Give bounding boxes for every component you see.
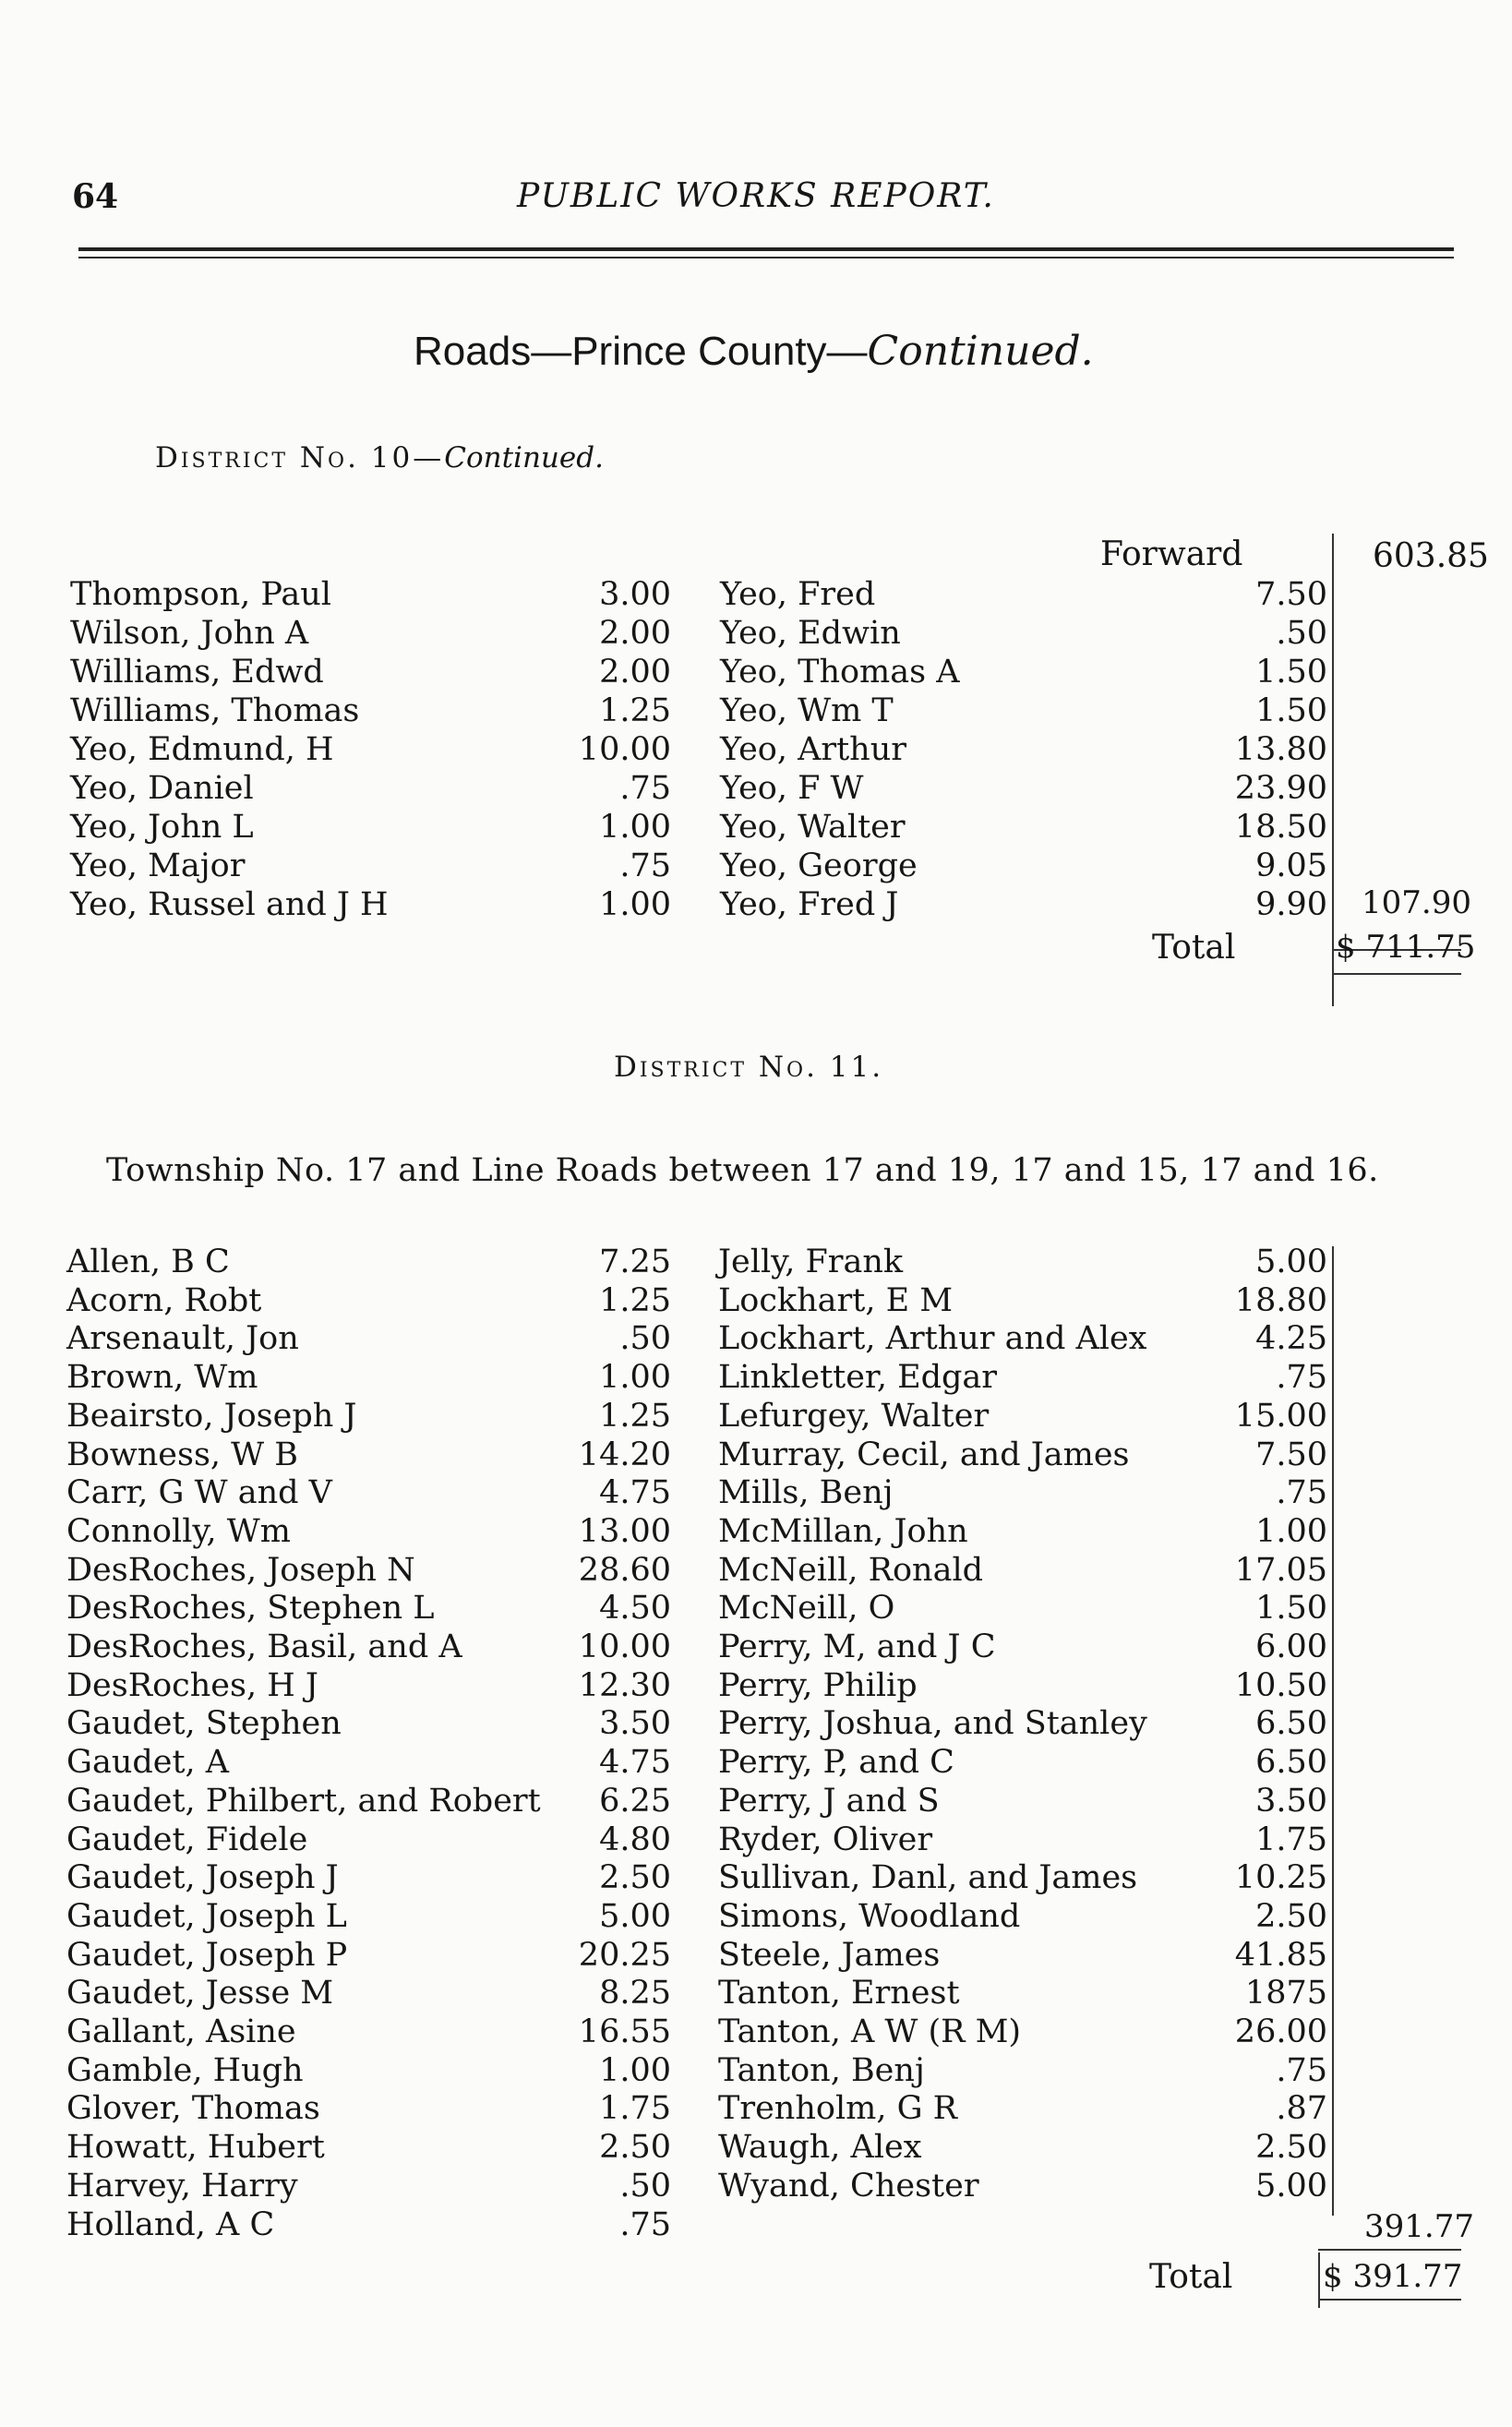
district-11-right-entry-name: Jelly, Frank — [718, 1244, 904, 1280]
district-11-right-entry-amount: .75 — [1276, 1474, 1327, 1512]
district-11-right-entry-name: Lockhart, Arthur and Alex — [718, 1320, 1147, 1358]
district-11-right-entry-name: Steele, James — [718, 1936, 941, 1974]
district-10-right-entry-name: Yeo, Walter — [720, 809, 906, 846]
district-11-left-entry-name: Gaudet, Joseph L — [66, 1897, 347, 1935]
district-10-right-entry-name: Yeo, George — [720, 847, 918, 884]
district-11-column-rule — [1332, 1246, 1334, 2216]
district-10-left-entry-name: Yeo, John L — [70, 809, 254, 846]
header-rule-bottom — [78, 257, 1454, 258]
district-11-left-entry-amount: 3.50 — [599, 1705, 671, 1743]
header-rule-top — [78, 247, 1454, 251]
district-10-right-entry-amount: 7.50 — [1255, 576, 1327, 613]
district-11-right-entry-amount: 3.50 — [1255, 1782, 1327, 1820]
district-11-right-entry-amount: 5.00 — [1255, 2167, 1327, 2205]
district-10-right-entry-name: Yeo, F W — [720, 770, 864, 807]
district-11-left-entry-name: DesRoches, H J — [66, 1666, 318, 1704]
district-10-right-entry-amount: 1.50 — [1255, 692, 1327, 729]
district-11-right-entry-amount: 5.00 — [1255, 1244, 1327, 1280]
district-10-left-entry-name: Williams, Edwd — [70, 654, 324, 691]
district-11-right-entry-name: Perry, J and S — [718, 1782, 940, 1820]
district-11-right-entry-amount: 26.00 — [1234, 2013, 1327, 2050]
district-11-right-entry-name: McMillan, John — [718, 1512, 968, 1550]
district-11-left-entry-amount: 1.00 — [599, 2051, 671, 2089]
district-10-left-entry-amount: 3.00 — [599, 576, 671, 613]
district-10-total-rule — [1332, 973, 1461, 975]
district-10-right-entry-name: Yeo, Fred J — [720, 886, 899, 923]
district-11-right-entry-amount: 1.75 — [1255, 1820, 1327, 1858]
district-11-right-entry-amount: 18.80 — [1234, 1281, 1327, 1319]
title-main: Roads—Prince County— — [414, 329, 868, 374]
district-11-right-entry-amount: .75 — [1276, 1359, 1327, 1397]
district-10-left-entry-name: Thompson, Paul — [70, 576, 331, 613]
district-10-left-entry-name: Yeo, Major — [70, 847, 246, 884]
district-11-left-entry-amount: 12.30 — [578, 1666, 671, 1704]
district-11-right-entry-name: Trenholm, G R — [718, 2090, 958, 2128]
district-11-left-entry-name: Arsenault, Jon — [66, 1320, 299, 1358]
running-title: PUBLIC WORKS REPORT. — [517, 177, 995, 215]
district-11-left-entry-amount: 1.25 — [599, 1397, 671, 1435]
district-11-right-entry-name: Mills, Benj — [718, 1474, 894, 1512]
district-11-left-entry-amount: 4.75 — [599, 1744, 671, 1782]
district-10-left-entry-amount: 1.00 — [599, 809, 671, 846]
district-11-right-entry-name: Waugh, Alex — [718, 2129, 922, 2167]
district-11-left-entry-name: Gaudet, Joseph J — [66, 1859, 339, 1897]
district-11-right-entry-amount: 6.50 — [1255, 1705, 1327, 1743]
district-11-right-entry-amount: 6.50 — [1255, 1744, 1327, 1782]
district-11-left-entry-name: Harvey, Harry — [66, 2167, 298, 2205]
district-11-right-entry-name: Linkletter, Edgar — [718, 1359, 998, 1397]
district-11-right-entry-name: Tanton, Ernest — [718, 1975, 960, 2012]
district-11-right-entry-name: Lefurgey, Walter — [718, 1397, 990, 1435]
district-10-left-entry-name: Williams, Thomas — [70, 692, 360, 729]
district-11-right-entry-name: Perry, Philip — [718, 1666, 918, 1704]
district-11-left-entry-name: Connolly, Wm — [66, 1512, 291, 1550]
district-10-left-entry-amount: 2.00 — [599, 615, 671, 652]
district-11-right-entry-amount: 10.50 — [1234, 1666, 1327, 1704]
district-11-left-entry-amount: 7.25 — [599, 1244, 671, 1280]
district-10-right-entry-name: Yeo, Edwin — [720, 615, 901, 652]
district-11-left-entry-amount: 4.50 — [599, 1590, 671, 1628]
district-11-right-entry-amount: 1.00 — [1255, 1512, 1327, 1550]
district-11-right-entry-name: Simons, Woodland — [718, 1897, 1021, 1935]
district-11-right-entry-amount: 10.25 — [1234, 1859, 1327, 1897]
district-10-right-entry-name: Yeo, Wm T — [720, 692, 894, 729]
district-11-total: $ 391.77 — [1323, 2258, 1463, 2295]
district-10-left-entry-name: Yeo, Russel and J H — [70, 886, 389, 923]
district-10-total: $ 711.75 — [1336, 929, 1476, 966]
district-11-left-entry-amount: 2.50 — [599, 2129, 671, 2167]
district-11-left-entry-name: Bowness, W B — [66, 1436, 298, 1473]
district-11-total-label: Total — [1149, 2258, 1233, 2296]
district-10-left-entry-name: Wilson, John A — [70, 615, 309, 652]
district-11-left-entry-amount: 13.00 — [578, 1512, 671, 1550]
district-10-right-entry-amount: 13.80 — [1234, 731, 1327, 768]
district-10-right-entry-amount: 18.50 — [1234, 809, 1327, 846]
district-11-left-entry-name: DesRoches, Joseph N — [66, 1551, 415, 1589]
district-11-left-entry-amount: 8.25 — [599, 1975, 671, 2012]
district-10-column-rule — [1332, 534, 1334, 1006]
district-10-left-entry-amount: .75 — [619, 847, 671, 884]
district-11-right-entry-name: McNeill, O — [718, 1590, 895, 1628]
district-11-heading: District No. 11. — [614, 1051, 884, 1084]
district-11-left-entry-name: DesRoches, Basil, and A — [66, 1628, 462, 1665]
district-11-left-entry-amount: 4.75 — [599, 1474, 671, 1512]
district-11-right-entry-name: Wyand, Chester — [718, 2167, 979, 2205]
district-10-left-entry-amount: .75 — [619, 770, 671, 807]
district-10-right-entry-amount: 9.90 — [1255, 886, 1327, 923]
district-11-left-entry-amount: .75 — [619, 2205, 671, 2243]
district-10-left-entry-amount: 10.00 — [578, 731, 671, 768]
district-10-left-entry-name: Yeo, Edmund, H — [70, 731, 334, 768]
district-11-left-entry-amount: 1.25 — [599, 1281, 671, 1319]
district-11-right-entry-amount: 4.25 — [1255, 1320, 1327, 1358]
district-10-heading — [155, 441, 604, 475]
district-11-subheading: Township No. 17 and Line Roads between 17 and 19, 17 and 15, 17 and 16. — [106, 1152, 1379, 1189]
district-11-right-entry-name: Murray, Cecil, and James — [718, 1436, 1130, 1473]
district-11-right-entry-amount: 7.50 — [1255, 1436, 1327, 1473]
district-11-left-entry-name: Acorn, Robt — [66, 1281, 262, 1319]
district-11-left-entry-name: Holland, A C — [66, 2205, 275, 2243]
district-11-left-entry-name: Beairsto, Joseph J — [66, 1397, 357, 1435]
district-11-right-entry-amount: 6.00 — [1255, 1628, 1327, 1665]
forward-amount: 603.85 — [1373, 537, 1489, 575]
district-10-right-entry-amount: 9.05 — [1255, 847, 1327, 884]
district-11-right-entry-amount: 41.85 — [1234, 1936, 1327, 1974]
district-11-right-entry-name: Sullivan, Danl, and James — [718, 1859, 1138, 1897]
district-10-left-entry-amount: 2.00 — [599, 654, 671, 691]
district-11-left-entry-name: Gaudet, Jesse M — [66, 1975, 334, 2012]
page-number: 64 — [72, 177, 119, 216]
district-11-left-entry-name: Howatt, Hubert — [66, 2129, 325, 2167]
district-11-left-entry-name: Brown, Wm — [66, 1359, 258, 1397]
district-10-heading-continued: Continued. — [444, 441, 604, 475]
district-11-right-entry-name: Tanton, A W (R M) — [718, 2013, 1022, 2050]
district-11-right-entry-amount: 2.50 — [1255, 1897, 1327, 1935]
district-11-left-entry-amount: .50 — [619, 1320, 671, 1358]
page-title — [414, 328, 1094, 375]
district-11-right-entry-amount: .87 — [1276, 2090, 1327, 2128]
district-11-left-entry-name: DesRoches, Stephen L — [66, 1590, 435, 1628]
district-11-left-entry-name: Gaudet, Stephen — [66, 1705, 342, 1743]
district-10-left-entry-amount: 1.00 — [599, 886, 671, 923]
district-11-right-entry-name: Ryder, Oliver — [718, 1820, 933, 1858]
district-11-right-entry-name: Lockhart, E M — [718, 1281, 954, 1319]
district-11-left-entry-amount: 5.00 — [599, 1897, 671, 1935]
district-10-right-entry-amount: .50 — [1276, 615, 1327, 652]
district-10-total-label: Total — [1152, 929, 1236, 967]
district-11-left-entry-amount: 16.55 — [578, 2013, 671, 2050]
district-10-right-entry-name: Yeo, Fred — [720, 576, 876, 613]
district-10-heading-text: District No. 10— — [155, 441, 445, 475]
district-11-total-rule — [1318, 2299, 1461, 2301]
district-11-left-entry-amount: 6.25 — [599, 1782, 671, 1820]
district-10-right-entry-amount: 1.50 — [1255, 654, 1327, 691]
district-10-left-entry-name: Yeo, Daniel — [70, 770, 254, 807]
district-11-left-entry-amount: 4.80 — [599, 1820, 671, 1858]
district-10-subtotal: 107.90 — [1362, 884, 1471, 921]
district-11-left-entry-amount: .50 — [619, 2167, 671, 2205]
district-11-left-entry-amount: 14.20 — [578, 1436, 671, 1473]
district-11-left-entry-name: Gaudet, A — [66, 1744, 230, 1782]
forward-label: Forward — [1100, 535, 1243, 573]
district-11-right-entry-amount: 15.00 — [1234, 1397, 1327, 1435]
district-11-right-entry-amount: 1875 — [1244, 1975, 1327, 2012]
district-11-right-entry-amount: 2.50 — [1255, 2129, 1327, 2167]
district-10-left-entry-amount: 1.25 — [599, 692, 671, 729]
district-11-left-entry-name: Carr, G W and V — [66, 1474, 332, 1512]
district-11-left-entry-amount: 10.00 — [578, 1628, 671, 1665]
district-11-left-entry-amount: 28.60 — [578, 1551, 671, 1589]
district-11-left-entry-amount: 1.75 — [599, 2090, 671, 2128]
district-11-right-entry-name: Perry, P, and C — [718, 1744, 954, 1782]
district-11-left-entry-name: Gaudet, Fidele — [66, 1820, 308, 1858]
district-11-left-entry-name: Gamble, Hugh — [66, 2051, 304, 2089]
district-11-left-entry-name: Gallant, Asine — [66, 2013, 296, 2050]
district-11-right-entry-amount: .75 — [1276, 2051, 1327, 2089]
district-11-right-entry-amount: 17.05 — [1234, 1551, 1327, 1589]
district-11-subtotal-rule — [1318, 2249, 1461, 2251]
district-11-subtotal: 391.77 — [1364, 2208, 1474, 2245]
district-11-right-entry-name: Perry, Joshua, and Stanley — [718, 1705, 1147, 1743]
district-11-left-entry-name: Gaudet, Philbert, and Robert — [66, 1782, 541, 1820]
district-11-left-entry-amount: 20.25 — [578, 1936, 671, 1974]
district-10-right-entry-name: Yeo, Thomas A — [720, 654, 960, 691]
district-11-left-entry-amount: 1.00 — [599, 1359, 671, 1397]
district-11-left-entry-name: Glover, Thomas — [66, 2090, 320, 2128]
district-11-right-entry-name: Tanton, Benj — [718, 2051, 925, 2089]
title-continued: Continued. — [867, 328, 1094, 375]
district-10-right-entry-name: Yeo, Arthur — [720, 731, 906, 768]
district-11-right-entry-name: McNeill, Ronald — [718, 1551, 984, 1589]
district-11-left-entry-amount: 2.50 — [599, 1859, 671, 1897]
district-11-right-entry-amount: 1.50 — [1255, 1590, 1327, 1628]
district-10-right-entry-amount: 23.90 — [1234, 770, 1327, 807]
district-11-right-entry-name: Perry, M, and J C — [718, 1628, 996, 1665]
district-11-left-entry-name: Gaudet, Joseph P — [66, 1936, 348, 1974]
district-11-left-entry-name: Allen, B C — [66, 1244, 230, 1280]
